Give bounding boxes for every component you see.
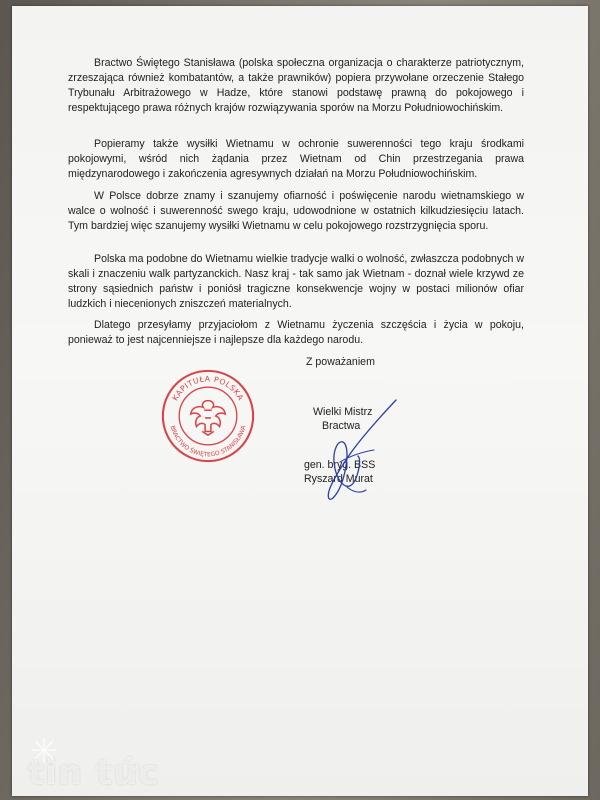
signatory-title-line-2: Bractwa	[322, 420, 361, 432]
paragraph-4: Polska ma podobne do Wietnamu wielkie tradycje walki o wolność, zwłaszcza podobnych w skali i znaczeniu walk partyzanckich. Nasz kraj - tak samo jak Wietnam - doznał wiele krzywd ze strony sąsiednich państw i poniósł tragiczne konsekwencje wojny w postaci milionów ofiar ludzkich i niecenionych zniszczeń materialnych.	[68, 253, 524, 310]
handwritten-signature-icon	[300, 392, 415, 507]
eagle-emblem-icon	[191, 401, 226, 436]
watermark-text: tin tức	[28, 753, 160, 793]
paragraph-2: Popieramy także wysiłki Wietnamu w ochronie suwerenności tego kraju środkami pokojowymi, wśród nich żądania przez Wietnam od Chin przestrzegania prawa międzynarodowego i zakończenia agresywnych działań na Morzu Południowochińskim.	[68, 138, 524, 180]
signatory-title-line-1: Wielki Mistrz	[313, 406, 373, 418]
star-icon	[30, 736, 58, 764]
stamp-text-top: KAPITUŁA POLSKA	[170, 374, 246, 403]
stamp-text-bottom: BRACTWO ŚWIĘTEGO STANISŁAWA	[168, 424, 248, 459]
signatory-rank: gen. bryg. BSS	[304, 459, 376, 471]
paragraph-1: Bractwo Świętego Stanisława (polska społeczna organizacja o charakterze patriotycznym, zrzeszająca również kombatantów, a także prawników) popiera przywołane orzeczenie Stałego Trybunału Arbitrażowego w Hadze, które stanowi podstawę prawną do pokojowego i respektującego prawa różnych krajów rozwiązywania sporów na Morzu Południowochińskim.	[68, 57, 524, 114]
signatory-name: Ryszard Murat	[304, 473, 373, 485]
closing-salutation: Z poważaniem	[306, 356, 375, 368]
stamp-seal-icon	[160, 368, 256, 464]
watermark-logo	[28, 736, 160, 792]
paragraph-3: W Polsce dobrze znamy i szanujemy ofiarność i poświęcenie narodu wietnamskiego w walce o wolność i suwerenność swego kraju, udowodnione w ostatnich kilkudziesięciu latach. Tym bardziej więc szanujemy wysiłki Wietnamu w celu pokojowego rozstrzygnięcia sporu.	[68, 190, 524, 232]
paragraph-5: Dlatego przesyłamy przyjaciołom z Wietnamu życzenia szczęścia i życia w pokoju, ponieważ to jest najcenniejsze i najlepsze dla każdego narodu.	[68, 319, 524, 346]
